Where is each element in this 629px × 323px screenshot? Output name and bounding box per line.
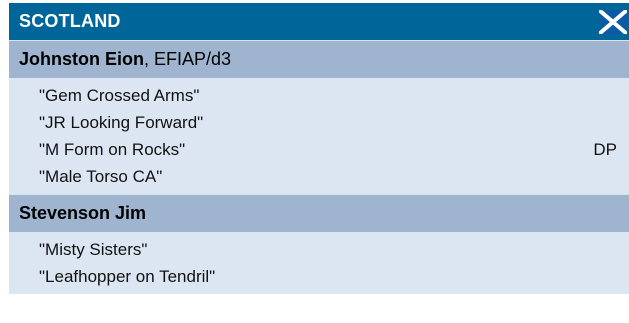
- work-award: DP: [593, 139, 617, 159]
- country-header: [9, 3, 629, 40]
- author-header: [9, 194, 629, 232]
- work-row: [9, 236, 629, 263]
- work-row: [9, 263, 629, 290]
- work-row: [9, 163, 629, 190]
- country-name: SCOTLAND: [19, 11, 121, 31]
- works-list: [9, 232, 629, 294]
- scotland-flag-icon: [599, 10, 627, 34]
- work-title: "Leafhopper on Tendril": [39, 266, 216, 286]
- work-title: "Male Torso CA": [39, 166, 163, 186]
- works-list: [9, 78, 629, 194]
- work-title: "Gem Crossed Arms": [39, 85, 200, 105]
- work-title: "Misty Sisters": [39, 239, 148, 259]
- author-honours: , EFIAP/d3: [144, 49, 232, 69]
- author-header: [9, 40, 629, 78]
- country-results-panel: [9, 3, 629, 323]
- author-name: Stevenson Jim: [19, 203, 147, 223]
- author-name: Johnston Eion: [19, 49, 144, 69]
- work-title: "M Form on Rocks": [39, 139, 186, 159]
- work-row: [9, 109, 629, 136]
- work-row: [9, 82, 629, 109]
- work-title: "JR Looking Forward": [39, 112, 204, 132]
- work-row: [9, 136, 629, 163]
